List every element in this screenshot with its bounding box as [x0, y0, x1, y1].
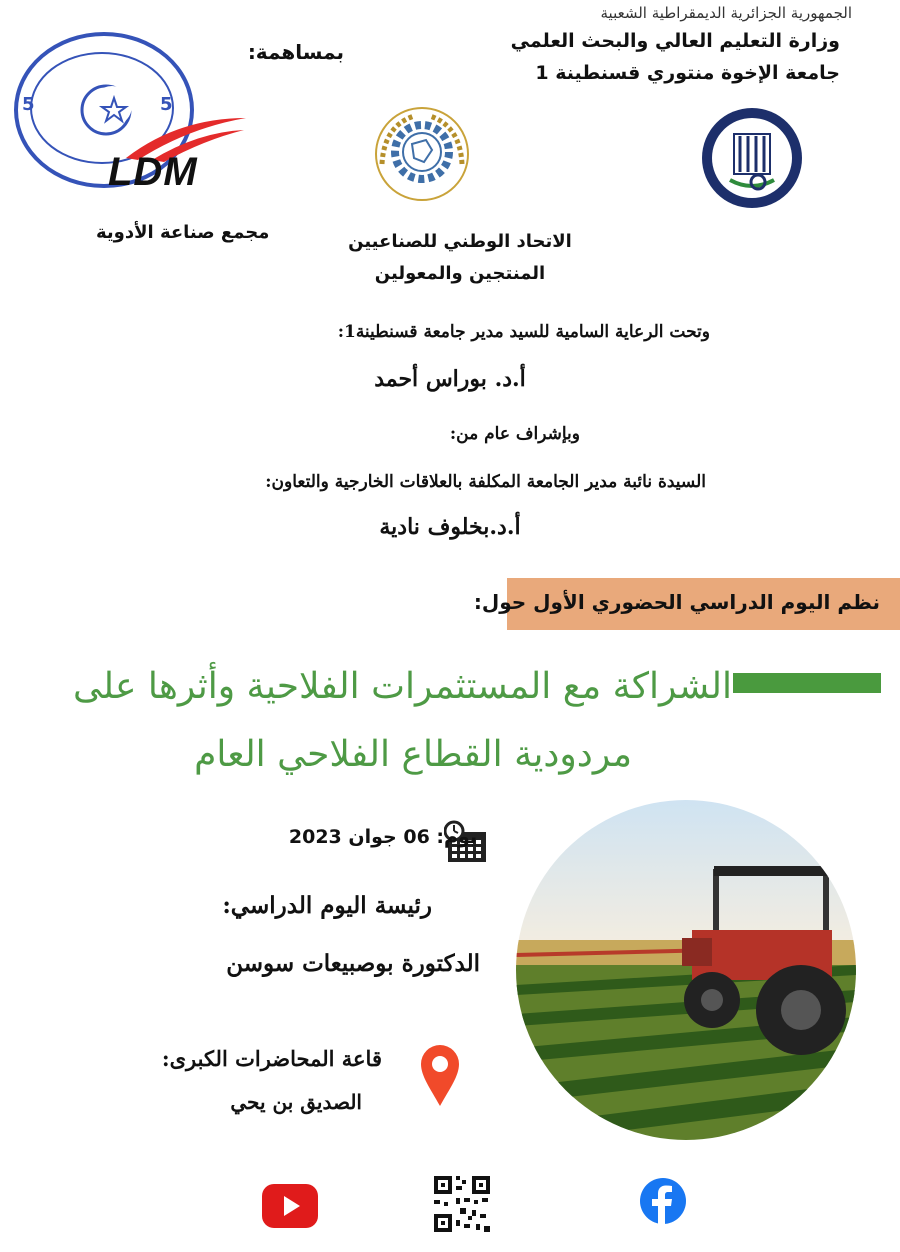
industrialists-union-caption [330, 226, 590, 290]
stamp-number-right: 5 [160, 94, 173, 115]
youtube-icon[interactable] [262, 1184, 318, 1228]
patronage-label: وتحت الرعاية السامية للسيد مدير جامعة قسنطينة1: [337, 322, 710, 342]
event-date: يوم: 06 جوان 2023 [288, 826, 477, 848]
banner-text: نظم اليوم الدراسي الحضوري الأول حول: [473, 590, 880, 614]
pharma-group-caption: مجمع صناعة الأدوية [96, 222, 270, 243]
rector-name: أ.د. بوراس أحمد [374, 366, 526, 392]
vice-rector-label: السيدة نائبة مدير الجامعة المكلفة بالعلاقات الخارجية والتعاون: [265, 472, 706, 492]
tractor-field-photo [516, 800, 856, 1140]
qr-code-icon[interactable] [432, 1174, 492, 1234]
union-caption-line2: المنتجين والمعولين [374, 263, 546, 284]
title-accent-bar [733, 673, 881, 693]
industrialists-union-logo-icon [364, 104, 480, 204]
ministry-name: وزارة التعليم العالي والبحث العلمي [510, 30, 840, 52]
university-logo-icon [694, 106, 810, 210]
facebook-icon[interactable] [640, 1178, 686, 1224]
event-title-line1: الشراكة مع المستثمرات الفلاحية وأثرها على [73, 666, 732, 707]
university-name: جامعة الإخوة منتوري قسنطينة 1 [535, 62, 840, 84]
ldm-logo-text: LDM [108, 150, 198, 194]
union-caption-line1: الاتحاد الوطني للصناعيين [348, 231, 572, 252]
hall-name: الصديق بن يحي [230, 1090, 362, 1114]
contribution-label: بمساهمة: [247, 40, 344, 64]
event-title-line2: مردودية القطاع الفلاحي العام [194, 734, 632, 775]
supervision-label: وبإشراف عام من: [449, 424, 580, 444]
hall-label: قاعة المحاضرات الكبرى: [161, 1046, 382, 1071]
chair-label: رئيسة اليوم الدراسي: [222, 892, 432, 919]
chair-name: الدكتورة بوصبيعات سوسن [226, 950, 480, 977]
vice-rector-name: أ.د.بخلوف نادية [379, 514, 521, 540]
republic-partial-line: الجمهورية الجزائرية الديمقراطية الشعبية [600, 4, 852, 22]
location-pin-icon [418, 1042, 462, 1108]
stamp-number-left: 5 [22, 94, 35, 115]
